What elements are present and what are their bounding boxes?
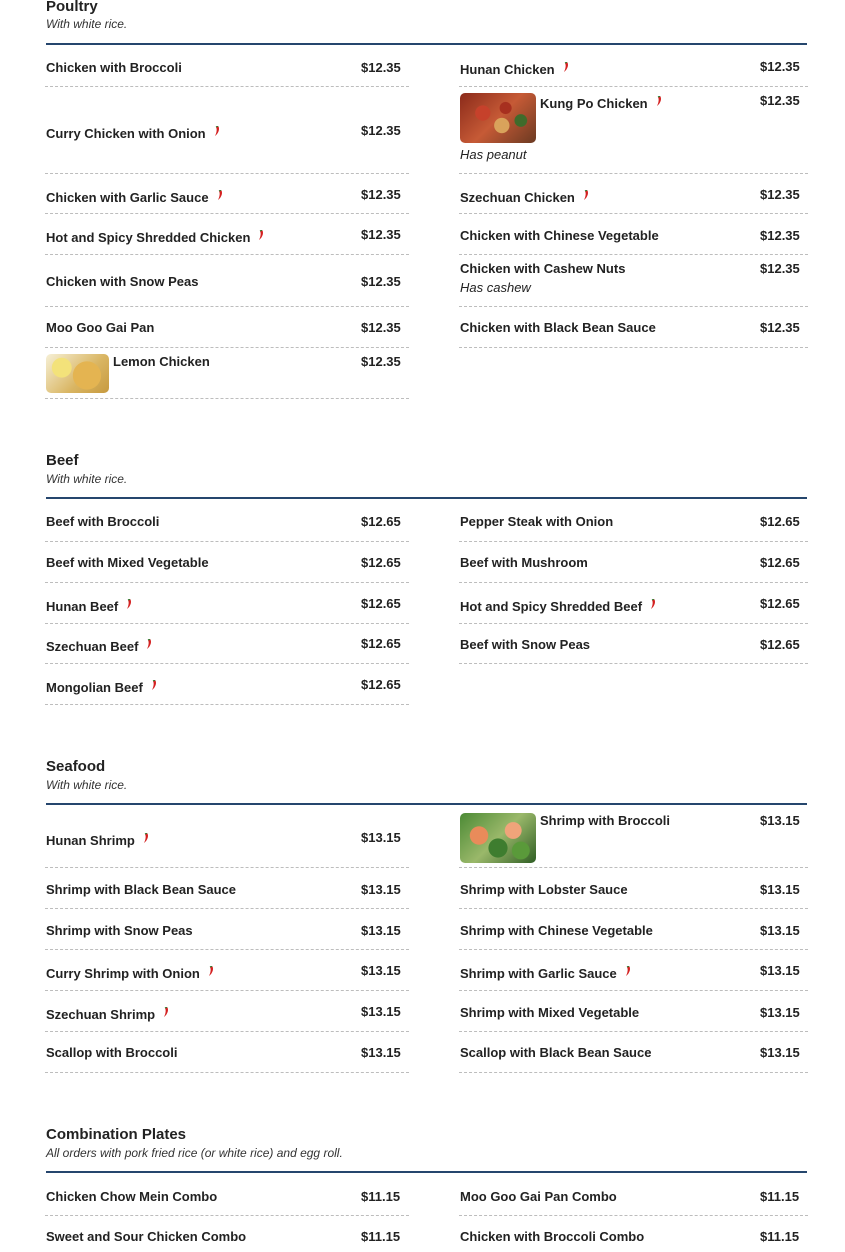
- item-name: Hunan Chicken: [460, 60, 569, 77]
- section-title: Seafood: [46, 758, 106, 775]
- item-name: Shrimp with Chinese Vegetable: [460, 923, 653, 938]
- menu-item-curry-shrimp-with-onion[interactable]: [45, 950, 409, 991]
- section-subtitle: All orders with pork fried rice (or white rice) and egg roll.: [46, 1146, 343, 1160]
- item-price: $12.35: [361, 274, 401, 289]
- chili-pepper-icon: [151, 678, 157, 693]
- chili-pepper-icon: [656, 94, 662, 109]
- item-name: Scallop with Black Bean Sauce: [460, 1045, 652, 1060]
- menu-item-beef-with-mushroom[interactable]: [459, 542, 808, 583]
- item-name: Chicken with Cashew Nuts: [460, 261, 626, 276]
- item-name: Hunan Beef: [46, 597, 132, 614]
- item-price: $12.35: [760, 59, 800, 74]
- lemon-chicken-photo[interactable]: [46, 354, 109, 393]
- menu-item-shrimp-with-black-bean-sauce[interactable]: [45, 868, 409, 909]
- item-price: $12.35: [760, 320, 800, 335]
- menu-item-shrimp-with-chinese-vegetable[interactable]: [459, 909, 808, 950]
- item-price: $13.15: [760, 1005, 800, 1020]
- item-price: $12.65: [760, 637, 800, 652]
- menu-item-shrimp-with-lobster-sauce[interactable]: [459, 868, 808, 909]
- section-divider: [46, 43, 807, 45]
- item-name: Chicken with Broccoli Combo: [460, 1229, 645, 1244]
- menu-item-moo-goo-gai-pan[interactable]: [45, 307, 409, 348]
- section-divider: [46, 497, 807, 499]
- chili-pepper-icon: [146, 637, 152, 652]
- item-name: Sweet and Sour Chicken Combo: [46, 1229, 247, 1244]
- chili-pepper-icon: [258, 228, 264, 243]
- item-price: $12.35: [760, 187, 800, 202]
- menu-item-beef-with-mixed-vegetable[interactable]: [45, 542, 409, 583]
- menu-item-szechuan-beef[interactable]: [45, 624, 409, 664]
- menu-item-hunan-shrimp[interactable]: [45, 806, 409, 868]
- chili-pepper-icon: [208, 964, 214, 979]
- menu-item-chicken-with-snow-peas[interactable]: [45, 255, 409, 307]
- item-name: Beef with Snow Peas: [460, 637, 591, 652]
- item-name: Shrimp with Lobster Sauce: [460, 882, 628, 897]
- item-price: $11.15: [760, 1229, 800, 1244]
- item-name: Moo Goo Gai Pan: [46, 320, 155, 335]
- item-price: $12.65: [361, 677, 401, 692]
- chili-pepper-icon: [583, 188, 589, 203]
- item-price: $12.65: [760, 596, 800, 611]
- chili-pepper-icon: [217, 188, 223, 203]
- menu-item-szechuan-shrimp[interactable]: [45, 991, 409, 1032]
- menu-item-hot-and-spicy-shredded-beef[interactable]: [459, 583, 808, 624]
- menu-item-shrimp-with-snow-peas[interactable]: [45, 909, 409, 950]
- item-name: Curry Chicken with Onion: [46, 124, 220, 141]
- chili-pepper-icon: [143, 831, 149, 846]
- section-divider: [46, 803, 807, 805]
- menu-item-hot-and-spicy-shredded-chicken[interactable]: [45, 214, 409, 255]
- item-price: $12.35: [361, 123, 401, 138]
- item-name: Shrimp with Black Bean Sauce: [46, 882, 237, 897]
- item-price: $12.35: [760, 228, 800, 243]
- item-name: Chicken with Broccoli: [46, 60, 182, 75]
- item-name: Szechuan Chicken: [460, 188, 589, 205]
- menu-item-chicken-chow-mein-combo[interactable]: [45, 1174, 409, 1216]
- menu-item-chicken-with-broccoli-combo[interactable]: [459, 1216, 808, 1252]
- menu-item-hunan-beef[interactable]: [45, 583, 409, 624]
- menu-item-mongolian-beef[interactable]: [45, 664, 409, 705]
- chili-pepper-icon: [163, 1005, 169, 1020]
- item-price: $13.15: [760, 923, 800, 938]
- menu-item-shrimp-with-mixed-vegetable[interactable]: [459, 991, 808, 1032]
- shrimp-with-broccoli-photo[interactable]: [460, 813, 536, 863]
- menu-item-kung-po-chicken[interactable]: [459, 87, 808, 174]
- item-price: $13.15: [760, 882, 800, 897]
- item-name: Beef with Mixed Vegetable: [46, 555, 209, 570]
- section-title: Beef: [46, 452, 79, 469]
- item-name: Shrimp with Garlic Sauce: [460, 964, 631, 981]
- item-price: $13.15: [760, 813, 800, 828]
- menu-item-chicken-with-chinese-vegetable[interactable]: [459, 214, 808, 255]
- item-name: Lemon Chicken: [113, 354, 210, 369]
- item-name: Shrimp with Broccoli: [540, 813, 671, 828]
- item-name: Hunan Shrimp: [46, 831, 149, 848]
- section-subtitle: With white rice.: [46, 17, 128, 31]
- item-price: $13.15: [760, 1045, 800, 1060]
- menu-item-pepper-steak-with-onion[interactable]: [459, 500, 808, 542]
- item-price: $11.15: [361, 1189, 401, 1204]
- menu-item-moo-goo-gai-pan-combo[interactable]: [459, 1174, 808, 1216]
- chili-pepper-icon: [625, 964, 631, 979]
- chili-pepper-icon: [126, 597, 132, 612]
- item-price: $13.15: [361, 963, 401, 978]
- item-price: $12.35: [361, 60, 401, 75]
- item-price: $12.65: [361, 555, 401, 570]
- menu-item-chicken-with-black-bean-sauce[interactable]: [459, 307, 808, 348]
- item-price: $13.15: [361, 830, 401, 845]
- item-price: $11.15: [361, 1229, 401, 1244]
- menu-item-shrimp-with-garlic-sauce[interactable]: [459, 950, 808, 991]
- section-title: Poultry: [46, 0, 98, 15]
- item-description: Has cashew: [460, 280, 531, 295]
- item-price: $12.65: [760, 555, 800, 570]
- section-subtitle: With white rice.: [46, 472, 128, 486]
- item-price: $12.35: [361, 320, 401, 335]
- menu-item-curry-chicken-with-onion[interactable]: [45, 87, 409, 174]
- item-price: $12.65: [361, 596, 401, 611]
- item-price: $12.65: [361, 636, 401, 651]
- chili-pepper-icon: [563, 60, 569, 75]
- item-name: Shrimp with Mixed Vegetable: [460, 1005, 640, 1020]
- menu-item-beef-with-broccoli[interactable]: [45, 500, 409, 542]
- kung-po-chicken-photo[interactable]: [460, 93, 536, 143]
- item-price: $13.15: [760, 963, 800, 978]
- menu-item-beef-with-snow-peas[interactable]: [459, 624, 808, 664]
- chili-pepper-icon: [650, 597, 656, 612]
- item-name: Kung Po Chicken: [540, 94, 662, 111]
- item-price: $11.15: [760, 1189, 800, 1204]
- item-price: $12.35: [361, 227, 401, 242]
- section-title: Combination Plates: [46, 1126, 187, 1143]
- item-name: Szechuan Shrimp: [46, 1005, 169, 1022]
- item-description: Has peanut: [460, 147, 527, 162]
- item-name: Chicken with Chinese Vegetable: [460, 228, 659, 243]
- chili-pepper-icon: [214, 124, 220, 139]
- menu-item-sweet-and-sour-chicken-combo[interactable]: [45, 1216, 409, 1252]
- item-price: $13.15: [361, 882, 401, 897]
- menu-item-szechuan-chicken[interactable]: [459, 174, 808, 214]
- item-name: Moo Goo Gai Pan Combo: [460, 1189, 617, 1204]
- menu-item-chicken-with-garlic-sauce[interactable]: [45, 174, 409, 214]
- item-name: Szechuan Beef: [46, 637, 152, 654]
- item-name: Pepper Steak with Onion: [460, 514, 614, 529]
- item-price: $13.15: [361, 1004, 401, 1019]
- item-name: Scallop with Broccoli: [46, 1045, 178, 1060]
- item-price: $13.15: [361, 1045, 401, 1060]
- section-divider: [46, 1171, 807, 1173]
- item-price: $12.35: [760, 261, 800, 276]
- item-price: $12.35: [361, 187, 401, 202]
- item-name: Chicken with Garlic Sauce: [46, 188, 223, 205]
- section-subtitle: With white rice.: [46, 778, 128, 792]
- menu-item-lemon-chicken[interactable]: [45, 348, 409, 399]
- item-name: Chicken with Snow Peas: [46, 274, 199, 289]
- item-name: Mongolian Beef: [46, 678, 157, 695]
- item-price: $12.35: [760, 93, 800, 108]
- item-price: $12.65: [760, 514, 800, 529]
- item-price: $12.35: [361, 354, 401, 369]
- item-name: Hot and Spicy Shredded Chicken: [46, 228, 264, 245]
- item-name: Beef with Mushroom: [460, 555, 588, 570]
- menu-item-chicken-with-cashew-nuts[interactable]: [459, 255, 808, 307]
- item-name: Beef with Broccoli: [46, 514, 160, 529]
- menu-item-scallop-with-broccoli[interactable]: [45, 1032, 409, 1073]
- item-price: $12.65: [361, 514, 401, 529]
- item-name: Hot and Spicy Shredded Beef: [460, 597, 656, 614]
- item-name: Curry Shrimp with Onion: [46, 964, 214, 981]
- menu-item-scallop-with-black-bean-sauce[interactable]: [459, 1032, 808, 1073]
- item-price: $13.15: [361, 923, 401, 938]
- item-name: Chicken with Black Bean Sauce: [460, 320, 656, 335]
- item-name: Shrimp with Snow Peas: [46, 923, 193, 938]
- menu-item-hunan-chicken[interactable]: [459, 46, 808, 87]
- item-name: Chicken Chow Mein Combo: [46, 1189, 218, 1204]
- menu-item-chicken-with-broccoli[interactable]: [45, 46, 409, 87]
- menu-item-shrimp-with-broccoli[interactable]: [459, 806, 808, 868]
